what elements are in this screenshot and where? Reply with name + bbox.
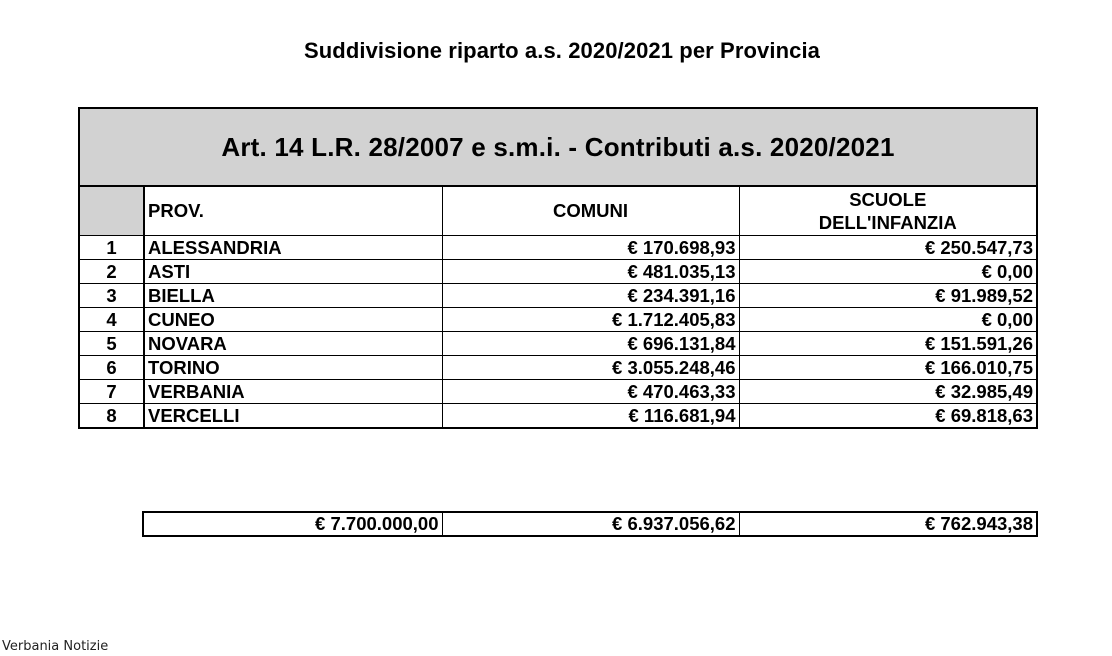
province-name: NOVARA <box>144 332 442 356</box>
total-overall: € 7.700.000,00 <box>143 512 442 536</box>
scuole-value: € 250.547,73 <box>739 236 1037 260</box>
table-row <box>79 284 1037 308</box>
total-scuole: € 762.943,38 <box>739 512 1037 536</box>
comuni-value: € 696.131,84 <box>442 332 739 356</box>
total-comuni: € 6.937.056,62 <box>442 512 739 536</box>
comuni-value: € 116.681,94 <box>442 404 739 429</box>
header-scuole <box>739 186 1037 236</box>
province-name: BIELLA <box>144 284 442 308</box>
row-number: 3 <box>79 284 144 308</box>
totals-row <box>143 512 1037 536</box>
scuole-value: € 166.010,75 <box>739 356 1037 380</box>
province-name: ALESSANDRIA <box>144 236 442 260</box>
province-name: TORINO <box>144 356 442 380</box>
scuole-value: € 0,00 <box>739 308 1037 332</box>
table-row <box>79 404 1037 429</box>
row-number: 4 <box>79 308 144 332</box>
header-comuni: COMUNI <box>442 186 739 236</box>
province-name: VERCELLI <box>144 404 442 429</box>
table-row <box>79 380 1037 404</box>
table-row <box>79 356 1037 380</box>
comuni-value: € 3.055.248,46 <box>442 356 739 380</box>
table-row <box>79 260 1037 284</box>
row-number: 1 <box>79 236 144 260</box>
comuni-value: € 1.712.405,83 <box>442 308 739 332</box>
scuole-value: € 32.985,49 <box>739 380 1037 404</box>
row-number: 6 <box>79 356 144 380</box>
scuole-value: € 0,00 <box>739 260 1037 284</box>
header-scuole-line1: SCUOLE <box>849 189 927 210</box>
comuni-value: € 234.391,16 <box>442 284 739 308</box>
table-heading-row <box>79 108 1037 186</box>
comuni-value: € 170.698,93 <box>442 236 739 260</box>
comuni-value: € 470.463,33 <box>442 380 739 404</box>
watermark: Verbania Notizie <box>2 639 109 654</box>
header-prov: PROV. <box>144 186 442 236</box>
comuni-value: € 481.035,13 <box>442 260 739 284</box>
table-row <box>79 236 1037 260</box>
scuole-value: € 91.989,52 <box>739 284 1037 308</box>
scuole-value: € 69.818,63 <box>739 404 1037 429</box>
row-number: 7 <box>79 380 144 404</box>
column-header-row <box>79 186 1037 236</box>
table-heading: Art. 14 L.R. 28/2007 e s.m.i. - Contributi a.s. 2020/2021 <box>79 108 1037 186</box>
header-scuole-line2: DELL'INFANZIA <box>818 212 957 233</box>
header-index-cell <box>79 186 144 236</box>
table-row <box>79 308 1037 332</box>
province-name: VERBANIA <box>144 380 442 404</box>
page-title: Suddivisione riparto a.s. 2020/2021 per Provincia <box>303 38 820 63</box>
province-name: CUNEO <box>144 308 442 332</box>
row-number: 5 <box>79 332 144 356</box>
totals-table <box>142 511 1038 537</box>
row-number: 8 <box>79 404 144 429</box>
province-name: ASTI <box>144 260 442 284</box>
scuole-value: € 151.591,26 <box>739 332 1037 356</box>
table-row <box>79 332 1037 356</box>
row-number: 2 <box>79 260 144 284</box>
contributions-table <box>78 107 1038 429</box>
